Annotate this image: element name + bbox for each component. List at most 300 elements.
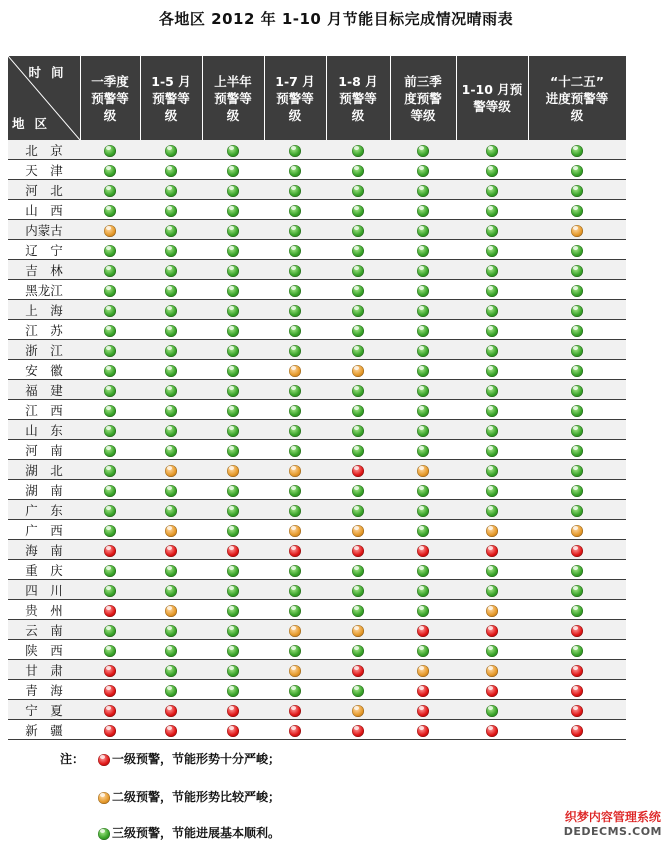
warning-level-cell — [264, 560, 326, 580]
table-row — [8, 560, 626, 580]
warning-level-cell — [202, 260, 264, 280]
green-dot-icon — [417, 345, 429, 357]
green-dot-icon — [352, 505, 364, 517]
warning-level-cell — [326, 180, 390, 200]
warning-level-cell — [326, 300, 390, 320]
warning-level-cell — [202, 680, 264, 700]
column-header-3 — [202, 56, 264, 140]
column-header-line: 级 — [351, 107, 365, 123]
green-dot-icon — [352, 145, 364, 157]
warning-level-cell — [456, 260, 528, 280]
warning-level-cell — [456, 280, 528, 300]
table-row — [8, 340, 626, 360]
green-dot-icon — [417, 385, 429, 397]
green-dot-icon — [227, 645, 239, 657]
red-dot-icon — [571, 685, 583, 697]
region-name: 北 京 — [8, 140, 80, 160]
legend-item-level-1 — [98, 750, 280, 767]
table-row — [8, 200, 626, 220]
green-dot-icon — [486, 485, 498, 497]
green-dot-icon — [165, 225, 177, 237]
region-name: 重 庆 — [8, 560, 80, 580]
warning-level-cell — [264, 500, 326, 520]
column-header-7 — [456, 56, 528, 140]
warning-level-cell — [140, 420, 202, 440]
green-dot-icon — [486, 645, 498, 657]
warning-level-cell — [80, 460, 140, 480]
warning-level-cell — [264, 420, 326, 440]
region-name: 山 西 — [8, 200, 80, 220]
red-dot-icon — [104, 605, 116, 617]
green-dot-icon — [165, 185, 177, 197]
region-name: 陕 西 — [8, 640, 80, 660]
warning-level-cell — [390, 160, 456, 180]
green-dot-icon — [417, 285, 429, 297]
green-dot-icon — [417, 405, 429, 417]
warning-level-cell — [140, 280, 202, 300]
warning-level-cell — [140, 700, 202, 720]
warning-level-cell — [390, 300, 456, 320]
green-dot-icon — [165, 285, 177, 297]
green-dot-icon — [352, 385, 364, 397]
warning-level-cell — [264, 200, 326, 220]
green-dot-icon — [227, 385, 239, 397]
warning-level-cell — [80, 600, 140, 620]
warning-level-cell — [80, 480, 140, 500]
green-dot-icon — [289, 645, 301, 657]
warning-level-cell — [202, 540, 264, 560]
column-header-line: “十二五” — [550, 73, 604, 89]
warning-level-cell — [264, 340, 326, 360]
warning-level-cell — [528, 460, 626, 480]
warning-level-cell — [456, 180, 528, 200]
region-name: 四 川 — [8, 580, 80, 600]
table-row — [8, 700, 626, 720]
red-dot-icon — [417, 705, 429, 717]
warning-level-cell — [140, 520, 202, 540]
green-dot-icon — [227, 445, 239, 457]
green-dot-icon — [352, 405, 364, 417]
orange-dot-icon — [165, 525, 177, 537]
green-dot-icon — [227, 305, 239, 317]
green-dot-icon — [165, 485, 177, 497]
green-dot-icon — [486, 445, 498, 457]
warning-level-cell — [140, 600, 202, 620]
green-dot-icon — [227, 625, 239, 637]
warning-level-cell — [528, 500, 626, 520]
warning-level-cell — [80, 420, 140, 440]
warning-level-cell — [390, 280, 456, 300]
warning-level-cell — [528, 660, 626, 680]
green-dot-icon — [352, 345, 364, 357]
green-dot-icon — [352, 305, 364, 317]
green-dot-icon — [98, 828, 110, 840]
table-row — [8, 520, 626, 540]
green-dot-icon — [104, 505, 116, 517]
warning-level-cell — [528, 340, 626, 360]
orange-dot-icon — [227, 465, 239, 477]
table-row — [8, 500, 626, 520]
warning-level-cell — [456, 540, 528, 560]
warning-level-cell — [456, 200, 528, 220]
warning-level-cell — [202, 200, 264, 220]
green-dot-icon — [486, 385, 498, 397]
warning-level-cell — [390, 320, 456, 340]
green-dot-icon — [165, 565, 177, 577]
warning-level-cell — [140, 200, 202, 220]
green-dot-icon — [486, 245, 498, 257]
green-dot-icon — [417, 585, 429, 597]
warning-level-cell — [528, 640, 626, 660]
warning-level-cell — [456, 240, 528, 260]
warning-level-cell — [456, 400, 528, 420]
green-dot-icon — [352, 165, 364, 177]
warning-level-cell — [202, 640, 264, 660]
green-dot-icon — [165, 385, 177, 397]
green-dot-icon — [571, 565, 583, 577]
green-dot-icon — [571, 585, 583, 597]
green-dot-icon — [165, 665, 177, 677]
warning-level-cell — [390, 220, 456, 240]
green-dot-icon — [289, 305, 301, 317]
warning-level-cell — [264, 360, 326, 380]
red-dot-icon — [352, 725, 364, 737]
green-dot-icon — [352, 485, 364, 497]
warning-level-cell — [390, 700, 456, 720]
warning-level-cell — [264, 300, 326, 320]
warning-level-cell — [80, 400, 140, 420]
green-dot-icon — [352, 605, 364, 617]
region-name: 云 南 — [8, 620, 80, 640]
column-header-line: 1-10 月预 — [461, 82, 523, 97]
warning-level-cell — [140, 160, 202, 180]
green-dot-icon — [417, 145, 429, 157]
table-row — [8, 320, 626, 340]
warning-level-cell — [80, 440, 140, 460]
green-dot-icon — [227, 225, 239, 237]
green-dot-icon — [486, 225, 498, 237]
warning-level-cell — [140, 620, 202, 640]
green-dot-icon — [417, 245, 429, 257]
green-dot-icon — [104, 645, 116, 657]
green-dot-icon — [227, 325, 239, 337]
warning-level-cell — [390, 660, 456, 680]
region-name: 广 西 — [8, 520, 80, 540]
column-header-line: 级 — [164, 107, 178, 123]
warning-level-cell — [326, 380, 390, 400]
warning-level-cell — [80, 180, 140, 200]
warning-level-cell — [456, 320, 528, 340]
green-dot-icon — [104, 325, 116, 337]
orange-dot-icon — [289, 525, 301, 537]
orange-dot-icon — [417, 465, 429, 477]
warning-level-cell — [390, 500, 456, 520]
green-dot-icon — [289, 425, 301, 437]
column-header-line: 进度预警等 — [545, 90, 609, 106]
warning-level-cell — [390, 640, 456, 660]
warning-level-cell — [390, 400, 456, 420]
warning-level-cell — [202, 380, 264, 400]
warning-level-cell — [528, 280, 626, 300]
green-dot-icon — [571, 485, 583, 497]
green-dot-icon — [227, 605, 239, 617]
green-dot-icon — [571, 605, 583, 617]
region-name: 安 徽 — [8, 360, 80, 380]
warning-level-cell — [202, 720, 264, 740]
warning-level-cell — [528, 240, 626, 260]
table-row — [8, 220, 626, 240]
warning-level-cell — [456, 500, 528, 520]
warning-table — [8, 56, 627, 740]
warning-level-cell — [202, 420, 264, 440]
warning-level-cell — [140, 180, 202, 200]
warning-level-cell — [140, 500, 202, 520]
warning-level-cell — [140, 560, 202, 580]
green-dot-icon — [165, 365, 177, 377]
green-dot-icon — [486, 205, 498, 217]
warning-level-cell — [202, 160, 264, 180]
column-header-5 — [326, 56, 390, 140]
warning-level-cell — [202, 600, 264, 620]
green-dot-icon — [104, 565, 116, 577]
warning-level-cell — [456, 300, 528, 320]
column-header-line: 前三季 — [404, 73, 442, 89]
column-header-2 — [140, 56, 202, 140]
warning-level-cell — [456, 640, 528, 660]
red-dot-icon — [417, 545, 429, 557]
warning-level-cell — [528, 400, 626, 420]
warning-level-cell — [202, 620, 264, 640]
table-row — [8, 480, 626, 500]
warning-level-cell — [528, 480, 626, 500]
warning-level-cell — [264, 260, 326, 280]
warning-level-cell — [326, 600, 390, 620]
warning-level-cell — [264, 140, 326, 160]
orange-dot-icon — [98, 792, 110, 804]
green-dot-icon — [165, 265, 177, 277]
region-name: 内蒙古 — [8, 220, 80, 240]
warning-level-cell — [390, 520, 456, 540]
green-dot-icon — [104, 445, 116, 457]
red-dot-icon — [417, 685, 429, 697]
red-dot-icon — [104, 725, 116, 737]
green-dot-icon — [227, 365, 239, 377]
warning-level-cell — [264, 520, 326, 540]
orange-dot-icon — [165, 605, 177, 617]
warning-level-cell — [326, 680, 390, 700]
table-row — [8, 640, 626, 660]
green-dot-icon — [571, 405, 583, 417]
warning-level-cell — [202, 220, 264, 240]
orange-dot-icon — [165, 465, 177, 477]
region-name: 湖 北 — [8, 460, 80, 480]
warning-level-cell — [326, 340, 390, 360]
table-row — [8, 160, 626, 180]
green-dot-icon — [352, 445, 364, 457]
warning-level-cell — [326, 220, 390, 240]
green-dot-icon — [104, 625, 116, 637]
warning-level-cell — [202, 300, 264, 320]
warning-level-cell — [456, 420, 528, 440]
warning-level-cell — [140, 140, 202, 160]
green-dot-icon — [227, 165, 239, 177]
green-dot-icon — [571, 305, 583, 317]
warning-level-cell — [528, 360, 626, 380]
green-dot-icon — [165, 205, 177, 217]
orange-dot-icon — [352, 365, 364, 377]
warning-level-cell — [202, 440, 264, 460]
warning-level-cell — [528, 200, 626, 220]
green-dot-icon — [352, 685, 364, 697]
green-dot-icon — [352, 245, 364, 257]
warning-level-cell — [140, 400, 202, 420]
green-dot-icon — [289, 385, 301, 397]
red-dot-icon — [571, 705, 583, 717]
warning-level-cell — [528, 260, 626, 280]
warning-level-cell — [140, 320, 202, 340]
warning-level-cell — [140, 360, 202, 380]
table-row — [8, 300, 626, 320]
warning-level-cell — [326, 520, 390, 540]
warning-level-cell — [528, 540, 626, 560]
warning-level-cell — [140, 540, 202, 560]
warning-level-cell — [326, 720, 390, 740]
green-dot-icon — [104, 145, 116, 157]
column-header-6 — [390, 56, 456, 140]
green-dot-icon — [289, 265, 301, 277]
green-dot-icon — [417, 165, 429, 177]
region-name: 新 疆 — [8, 720, 80, 740]
green-dot-icon — [486, 405, 498, 417]
column-header-line: 预警等 — [214, 90, 252, 106]
warning-level-cell — [264, 160, 326, 180]
table-row — [8, 620, 626, 640]
green-dot-icon — [417, 425, 429, 437]
warning-level-cell — [390, 680, 456, 700]
region-name: 辽 宁 — [8, 240, 80, 260]
warning-level-cell — [140, 260, 202, 280]
warning-level-cell — [80, 240, 140, 260]
table-row — [8, 240, 626, 260]
warning-level-cell — [80, 260, 140, 280]
green-dot-icon — [352, 585, 364, 597]
warning-level-cell — [528, 160, 626, 180]
red-dot-icon — [571, 625, 583, 637]
warning-level-cell — [456, 700, 528, 720]
green-dot-icon — [104, 585, 116, 597]
green-dot-icon — [165, 585, 177, 597]
column-header-line: 级 — [570, 107, 584, 123]
region-name: 浙 江 — [8, 340, 80, 360]
warning-level-cell — [390, 340, 456, 360]
red-dot-icon — [417, 625, 429, 637]
column-header-line: 预警等 — [91, 90, 129, 106]
table-row — [8, 460, 626, 480]
warning-level-cell — [80, 580, 140, 600]
warning-level-cell — [326, 480, 390, 500]
warning-level-cell — [80, 380, 140, 400]
region-name: 黑龙江 — [8, 280, 80, 300]
green-dot-icon — [486, 265, 498, 277]
green-dot-icon — [486, 585, 498, 597]
warning-level-cell — [326, 620, 390, 640]
warning-level-cell — [326, 700, 390, 720]
warning-level-cell — [456, 140, 528, 160]
red-dot-icon — [98, 754, 110, 766]
red-dot-icon — [104, 705, 116, 717]
green-dot-icon — [486, 465, 498, 477]
warning-level-cell — [326, 160, 390, 180]
red-dot-icon — [104, 685, 116, 697]
table-row — [8, 600, 626, 620]
warning-level-cell — [326, 640, 390, 660]
warning-level-cell — [456, 520, 528, 540]
green-dot-icon — [417, 225, 429, 237]
green-dot-icon — [417, 185, 429, 197]
warning-level-cell — [202, 580, 264, 600]
warning-level-cell — [326, 140, 390, 160]
green-dot-icon — [417, 265, 429, 277]
red-dot-icon — [571, 545, 583, 557]
green-dot-icon — [104, 285, 116, 297]
green-dot-icon — [104, 165, 116, 177]
green-dot-icon — [486, 345, 498, 357]
region-name: 江 西 — [8, 400, 80, 420]
column-header-4 — [264, 56, 326, 140]
warning-level-cell — [80, 680, 140, 700]
column-header-8 — [528, 56, 626, 140]
orange-dot-icon — [289, 625, 301, 637]
green-dot-icon — [289, 565, 301, 577]
region-name: 海 南 — [8, 540, 80, 560]
green-dot-icon — [227, 685, 239, 697]
warning-level-cell — [264, 480, 326, 500]
red-dot-icon — [165, 725, 177, 737]
green-dot-icon — [417, 485, 429, 497]
orange-dot-icon — [486, 605, 498, 617]
warning-level-cell — [80, 700, 140, 720]
green-dot-icon — [571, 145, 583, 157]
green-dot-icon — [104, 525, 116, 537]
green-dot-icon — [165, 245, 177, 257]
warning-level-cell — [202, 660, 264, 680]
column-header-line: 1-5 月 — [151, 73, 191, 89]
green-dot-icon — [227, 205, 239, 217]
warning-level-cell — [80, 280, 140, 300]
green-dot-icon — [289, 285, 301, 297]
green-dot-icon — [289, 185, 301, 197]
orange-dot-icon — [289, 465, 301, 477]
red-dot-icon — [227, 725, 239, 737]
warning-level-cell — [264, 320, 326, 340]
warning-level-cell — [528, 320, 626, 340]
green-dot-icon — [486, 705, 498, 717]
green-dot-icon — [571, 265, 583, 277]
green-dot-icon — [352, 205, 364, 217]
warning-level-cell — [80, 200, 140, 220]
warning-level-cell — [80, 360, 140, 380]
green-dot-icon — [227, 485, 239, 497]
green-dot-icon — [227, 665, 239, 677]
warning-level-cell — [528, 600, 626, 620]
orange-dot-icon — [352, 525, 364, 537]
region-name: 上 海 — [8, 300, 80, 320]
warning-level-cell — [528, 420, 626, 440]
warning-level-cell — [140, 380, 202, 400]
warning-level-cell — [528, 700, 626, 720]
warning-level-cell — [264, 400, 326, 420]
green-dot-icon — [486, 185, 498, 197]
